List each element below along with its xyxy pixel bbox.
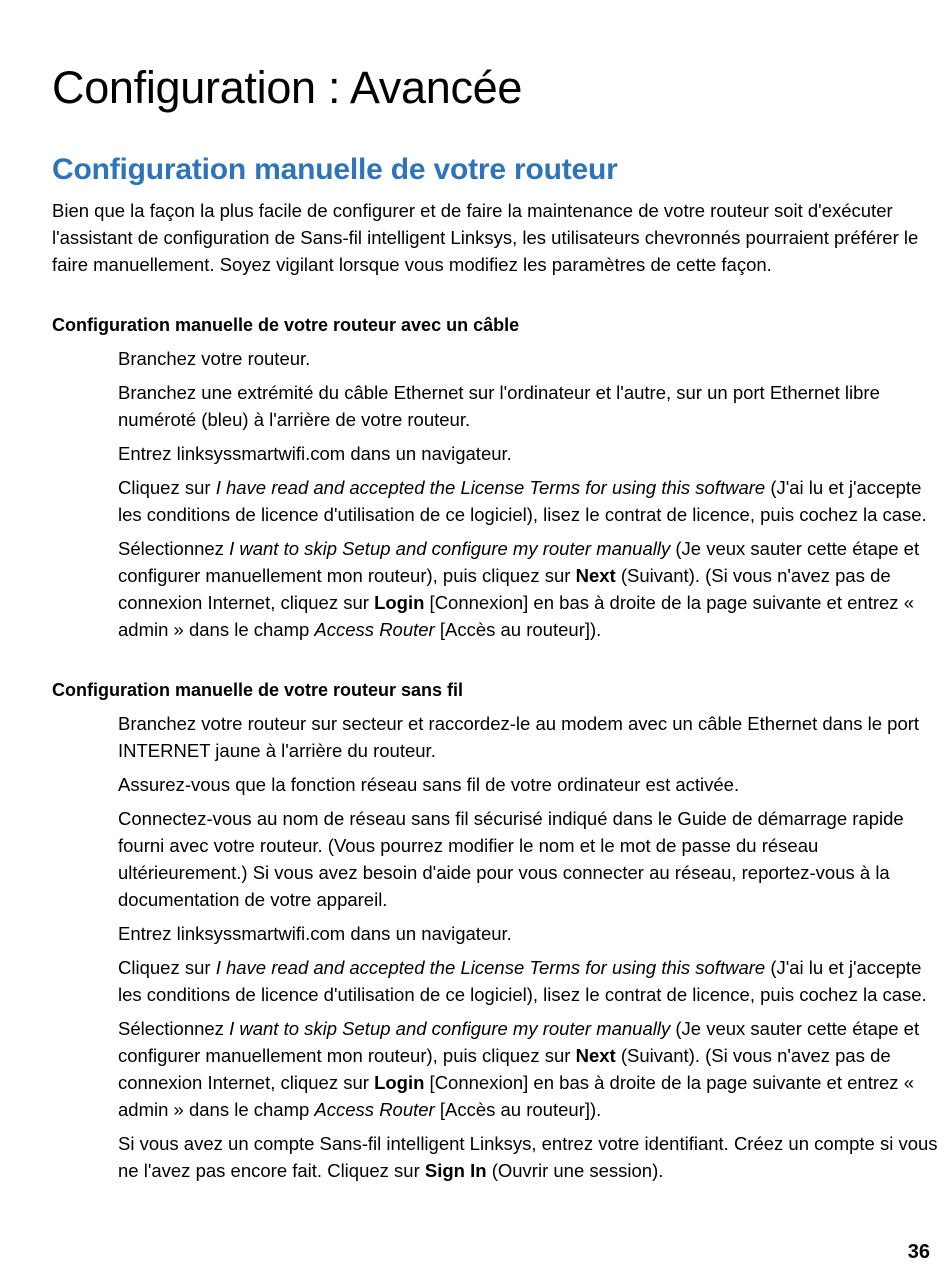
page-number: 36 — [907, 1241, 930, 1263]
step-text: [Accès au routeur]). — [434, 619, 602, 640]
skip-setup-option-label: I want to skip Setup and configure my router manually — [229, 1018, 671, 1039]
wired-setup-steps — [118, 345, 938, 650]
access-router-field-label: Access Router — [314, 1099, 435, 1120]
section-title: Configuration manuelle de votre routeur — [52, 153, 618, 186]
step-text: Sélectionnez — [118, 1018, 230, 1039]
step-text: (Je veux sauter cette étape et configurer manuellement mon routeur), puis cliquez sur — [118, 538, 920, 586]
step-text: Si vous avez un compte Sans-fil intelligent Linksys, entrez votre identifiant. Créez un compte si vous ne l'avez pas encore fait. Cliquez sur — [118, 1133, 938, 1181]
intro-paragraph: Bien que la façon la plus facile de configurer et de faire la maintenance de votre routeur soit d'exécuter l'assistant de configuration de Sans-fil intelligent Linksys, les utilisateurs chevronnés pourraient préférer le faire manuellement. Soyez vigilant lorsque vous modifiez les paramètres de cette façon. — [52, 200, 919, 275]
access-router-field-label: Access Router — [314, 619, 435, 640]
step-text: (Ouvrir une session). — [486, 1160, 664, 1181]
step-text: (J'ai lu et j'accepte les conditions de licence d'utilisation de ce logiciel), lisez le contrat de licence, puis cochez la case. — [118, 477, 927, 525]
step-enable-wireless: Assurez-vous que la fonction réseau sans fil de votre ordinateur est activée. — [118, 774, 740, 795]
step-text: Sélectionnez — [118, 538, 230, 559]
step-text: [Accès au routeur]). — [434, 1099, 602, 1120]
step-skip-setup — [118, 1015, 938, 1123]
step-skip-setup — [118, 535, 938, 643]
step-text: Cliquez sur — [118, 957, 216, 978]
step-connect-ethernet: Branchez une extrémité du câble Ethernet sur l'ordinateur et l'autre, sur un port Ethernet libre numéroté (bleu) à l'arrière de votre routeur. — [118, 382, 880, 430]
step-text: (J'ai lu et j'accepte les conditions de licence d'utilisation de ce logiciel), lisez le contrat de licence, puis cochez la case. — [118, 957, 927, 1005]
step-plug-router-modem: Branchez votre routeur sur secteur et raccordez-le au modem avec un câble Ethernet dans le port INTERNET jaune à l'arrière du routeur. — [118, 713, 920, 761]
step-text: Cliquez sur — [118, 477, 216, 498]
step-text: (Je veux sauter cette étape et configurer manuellement mon routeur), puis cliquez sur — [118, 1018, 920, 1066]
next-button-label: Next — [575, 1045, 616, 1066]
login-button-label: Login — [374, 592, 425, 613]
step-text: [Connexion] en bas à droite de la page suivante et entrez « admin » dans le champ — [118, 1072, 914, 1120]
step-open-url: Entrez linksyssmartwifi.com dans un navigateur. — [118, 443, 512, 464]
login-button-label: Login — [374, 1072, 425, 1093]
next-button-label: Next — [575, 565, 616, 586]
wireless-setup-steps — [118, 710, 938, 1191]
step-text: (Suivant). (Si vous n'avez pas de connexion Internet, cliquez sur — [118, 1045, 891, 1093]
step-text: (Suivant). (Si vous n'avez pas de connexion Internet, cliquez sur — [118, 565, 891, 613]
license-checkbox-label: I have read and accepted the License Terms for using this software — [215, 477, 766, 498]
step-text: [Connexion] en bas à droite de la page suivante et entrez « admin » dans le champ — [118, 592, 914, 640]
step-open-url: Entrez linksyssmartwifi.com dans un navigateur. — [118, 923, 512, 944]
step-accept-license — [118, 474, 938, 528]
page-title: Configuration : Avancée — [52, 62, 523, 113]
step-plug-router: Branchez votre routeur. — [118, 348, 311, 369]
step-accept-license — [118, 954, 938, 1008]
step-sign-in — [118, 1130, 938, 1184]
skip-setup-option-label: I want to skip Setup and configure my router manually — [229, 538, 671, 559]
wireless-setup-heading: Configuration manuelle de votre routeur sans fil — [52, 680, 464, 700]
wired-setup-heading: Configuration manuelle de votre routeur avec un câble — [52, 315, 520, 335]
sign-in-button-label: Sign In — [424, 1160, 487, 1181]
step-connect-network: Connectez-vous au nom de réseau sans fil sécurisé indiqué dans le Guide de démarrage rapide fourni avec votre routeur. (Vous pourrez modifier le nom et le mot de passe du réseau ultérieurement.) Si vous avez besoin d'aide pour vous connecter au réseau, reportez-vous à la documentation de votre appareil. — [118, 808, 904, 910]
license-checkbox-label: I have read and accepted the License Terms for using this software — [215, 957, 766, 978]
